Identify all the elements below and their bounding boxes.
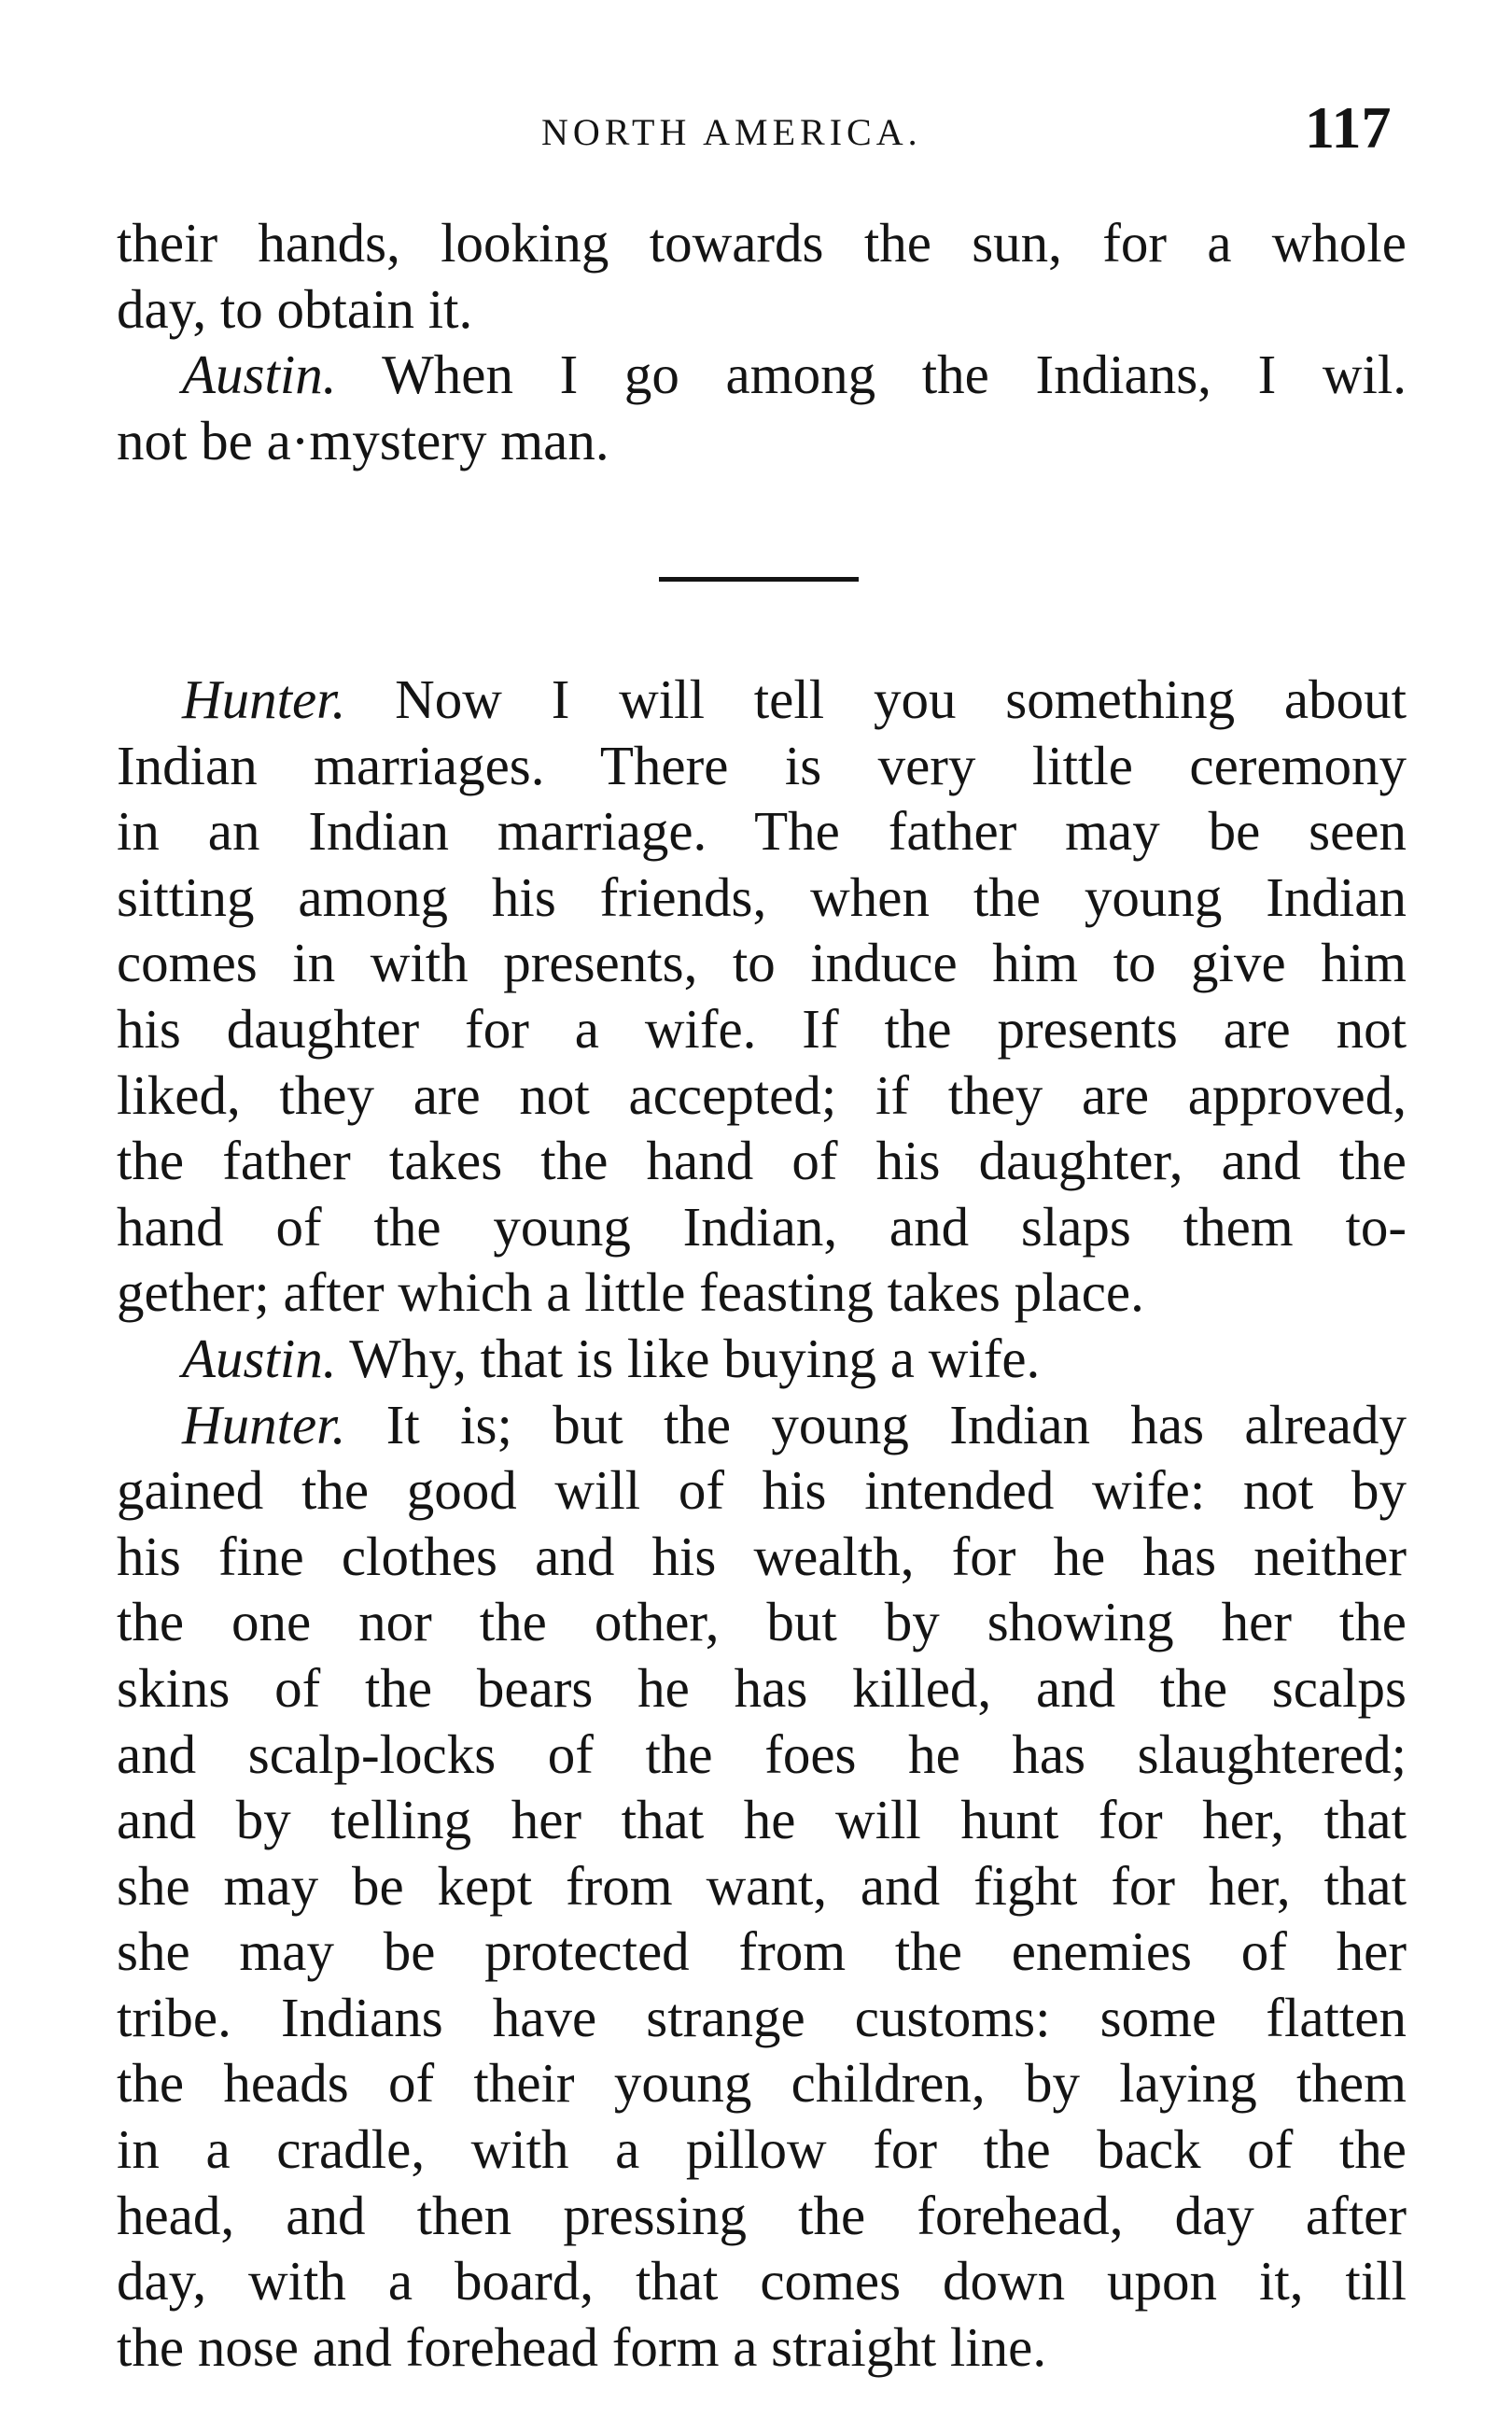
speaker-name: Austin. <box>182 344 337 406</box>
running-title: NORTH AMERICA. <box>541 111 922 153</box>
line-text: she may be protected from the enemies of her <box>117 1920 1407 1983</box>
page-number: 117 <box>1305 94 1392 161</box>
text-line <box>117 1787 1407 1853</box>
line-text: comes in with presents, to induce him to give him <box>117 932 1407 994</box>
line-text: their hands, looking towards the sun, for a whole <box>117 212 1407 274</box>
line-text: the father takes the hand of his daughter, and the <box>117 1130 1407 1192</box>
line-text: tribe. Indians have strange customs: some flatten <box>117 1986 1407 2048</box>
text-line <box>117 1919 1407 1985</box>
line-text: and scalp-locks of the foes he has slaughtered; <box>117 1722 1407 1785</box>
line-text: head, and then pressing the forehead, day after <box>117 2184 1407 2246</box>
text-line <box>117 733 1407 799</box>
text-line <box>117 1985 1407 2051</box>
line-text: sitting among his friends, when the young Indian <box>117 865 1407 928</box>
text-line <box>117 1062 1407 1129</box>
text-line <box>117 1722 1407 1788</box>
line-text: in a cradle, with a pillow for the back of the <box>117 2118 1407 2181</box>
running-head <box>0 93 1512 168</box>
line-text: day, with a board, that comes down upon it, till <box>117 2250 1407 2313</box>
line-text: in an Indian marriage. The father may be seen <box>117 800 1407 863</box>
line-text: Why, that is like buying a wife. <box>336 1327 1041 1389</box>
text-line <box>117 210 1407 276</box>
line-text: skins of the bears he has killed, and the scalps <box>117 1656 1407 1719</box>
line-text: When I go among the Indians, I wil. <box>336 344 1407 406</box>
line-text: the nose and forehead form a straight line. <box>117 2315 1047 2378</box>
line-text: Now I will tell you something about <box>345 668 1407 730</box>
speaker-name: Hunter. <box>182 1393 346 1455</box>
text-line <box>117 1589 1407 1655</box>
text-line <box>117 2050 1407 2116</box>
text-line <box>117 865 1407 931</box>
text-line <box>117 798 1407 865</box>
text-line <box>117 1524 1407 1590</box>
line-text: gether; after which a little feasting takes place. <box>117 1261 1144 1324</box>
text-line <box>117 1326 1407 1392</box>
line-text: she may be kept from want, and fight for her, that <box>117 1854 1407 1917</box>
text-line <box>117 667 1407 733</box>
text-line <box>117 2248 1407 2314</box>
text-line <box>117 2314 1407 2381</box>
text-block-continuation <box>117 210 1407 473</box>
line-text: the heads of their young children, by laying them <box>117 2052 1407 2115</box>
text-line <box>117 1853 1407 1919</box>
line-text: hand of the young Indian, and slaps them to- <box>117 1195 1407 1258</box>
line-text: his fine clothes and his wealth, for he has neither <box>117 1525 1407 1587</box>
text-line <box>117 276 1407 343</box>
text-line <box>117 1655 1407 1722</box>
section-divider <box>659 577 859 582</box>
speaker-name: Austin. <box>182 1327 337 1389</box>
speaker-name: Hunter. <box>182 668 346 730</box>
line-text: day, to obtain it. <box>117 277 473 340</box>
line-text: and by telling her that he will hunt for her, that <box>117 1789 1407 1851</box>
line-text: Indian marriages. There is very little ceremony <box>117 734 1407 796</box>
text-line <box>117 2116 1407 2183</box>
text-line <box>117 1259 1407 1326</box>
text-line <box>117 342 1407 408</box>
text-line <box>117 1128 1407 1194</box>
line-text: not be a·mystery man. <box>117 409 609 471</box>
line-text: gained the good will of his intended wife: not by <box>117 1459 1407 1522</box>
text-line <box>117 996 1407 1062</box>
line-text: his daughter for a wife. If the presents are not <box>117 997 1407 1060</box>
line-text: liked, they are not accepted; if they are approved, <box>117 1063 1407 1126</box>
text-line <box>117 1194 1407 1260</box>
text-block-marriages <box>117 667 1407 2380</box>
text-line <box>117 1392 1407 1458</box>
line-text: It is; but the young Indian has already <box>345 1393 1407 1455</box>
text-line <box>117 1457 1407 1524</box>
text-line <box>117 408 1407 474</box>
line-text: the one nor the other, but by showing her the <box>117 1591 1407 1653</box>
text-line <box>117 2183 1407 2249</box>
text-line <box>117 930 1407 996</box>
